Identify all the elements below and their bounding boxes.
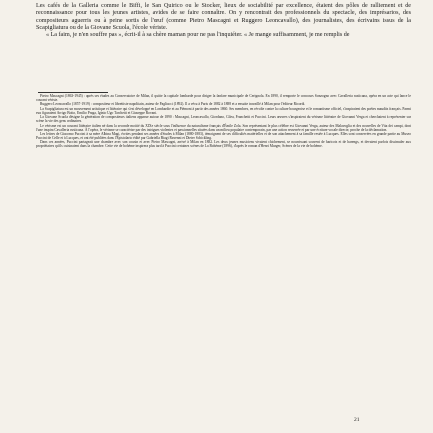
footnote: Le vérisme est un courant littéraire italien né dans la seconde moitié du XIXe siècle sous l'influence du naturalisme français d'Émile Zola. Son représentant le plus célèbre est Giovanni Verga, auteur des Malavoglia et des nouvelles de Vita dei campi, dont l'une inspira Cavalleria rusticana. À l'opéra, le vérisme se caractérise par des intrigues violentes et passionnelles situées dans un milieu populaire contemporain, par une action resserrée et par une écriture vocale directe, proche de la déclamation. [36,123,411,132]
footnote: La Scapigliatura est un mouvement artistique et littéraire qui s'est développé en Lombardie et au Piémont à partir des années 1860. Ses membres, en révolte contre la culture bourgeoise et le romantisme officiel, s'inspiraient des poètes maudits français. Parmi eux figuraient Arrigo Boito, Emilio Praga, Iginio Ugo Tarchetti et Giuseppe Rovani. [36,106,411,115]
page-number: 21 [354,417,360,423]
footnote: Dans ces années, Puccini partageait une chambre avec son cousin et avec Pietro Mascagni, arrivé à Milan en 1882. Les deux jeunes musiciens vivaient chichement, se nourrissant souvent de haricots et de harengs, et devaient parfois dissimuler aux propriétaires qu'ils cuisinaient dans la chambre. Cette vie de bohème inspirera plus tard à Puccini certaines scènes de La Bohème (1896), d'après le roman d'Henri Murger, Scènes de la vie de bohème. [36,140,411,149]
footnote: La Giovane Scuola désigne la génération de compositeurs italiens apparue autour de 1890 : Mascagni, Leoncavallo, Giordano, Cilea, Franchetti et Puccini. Leurs œuvres s'inspiraient du vérisme littéraire de Giovanni Verga et cherchaient à représenter sur scène la vie des gens ordinaires. [36,115,411,124]
footnotes [36,95,411,150]
footnote: Ruggero Leoncavallo (1857-1919) : compositeur et librettiste napolitain, auteur de Pagliacci (1892). Il a vécu à Paris de 1882 à 1888 et a ensuite travaillé à Milan pour l'éditeur Ricordi. [40,102,306,107]
footnote: Pietro Mascagni (1863-1945) : après ses études au Conservatoire de Milan, il quitte la capitale lombarde pour diriger la fanfare municipale de Cerignola. En 1890, il remporte le concours Sonzogno avec Cavalleria rusticana, opéra en un acte qui lance le courant vériste. [36,94,411,102]
main-text [36,3,411,39]
paragraph: « La faim, je n'en souffre pas », écrit-il à sa chère maman pour ne pas l'inquiéter. « Je mange suffisamment, je me remplis de [46,32,350,39]
footnote-separator [38,92,108,93]
paragraph: Les cafés de la Galleria comme le Biffi, le San Quirico ou le Stocker, lieux de sociabilité par excellence, étaient des pôles de ralliement et de reconnaissance pour tous les jeunes artistes, avides de se faire connaître. On y rencontrait des professionnels du spectacle, des imprésarios, des compositeurs aguerris ou à peine sortis de l'œuf (comme Pietro Mascagni et Ruggero Leoncavallo), des journalistes, des écrivains issus de la Scapigliatura ou de la Giovane Scuola, l'école vériste. [36,3,411,31]
footnote: Les lettres de Giacomo Puccini à sa mère Albina Magi, écrites pendant ses années d'études à Milan (1880-1883), témoignent de ses difficultés matérielles et de son attachement à sa famille restée à Lucques. Elles sont conservées en grande partie au Museo Puccini de Celle et à Lucques, et ont été publiées dans l'Epistolario édité par Gabriella Biagi Ravenni et Dieter Schickling. [36,132,411,141]
